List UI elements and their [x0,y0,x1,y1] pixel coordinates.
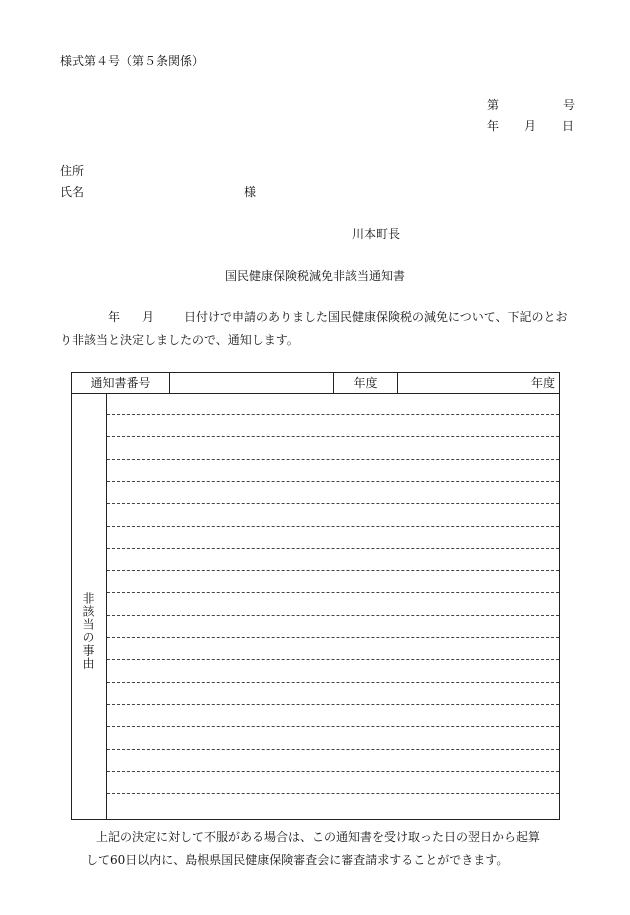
appeal-note-line2: して60日以内に、島根県国民健康保険審査会に審査請求することができます。 [86,853,509,867]
issuer: 川本町長 [352,227,401,241]
writing-line [107,793,559,794]
date-day: 日 [562,119,575,133]
writing-line [107,436,559,437]
fiscal-year-field[interactable]: 年度 [530,376,555,390]
notice-no-suffix: 号 [563,98,576,112]
body-text-line2: り非該当と決定しましたので、通知します。 [60,333,299,347]
writing-line [107,503,559,504]
writing-line [107,570,559,571]
fiscal-year-label: 年度 [334,373,398,393]
notice-no-prefix: 第 [487,98,500,112]
body-year: 年 [108,310,121,324]
writing-line [107,749,559,750]
body-text-line1 [60,308,568,325]
writing-line [107,526,559,527]
writing-line [107,548,559,549]
writing-line [107,726,559,727]
honorific: 様 [244,185,257,199]
reason-label: 非該当の事由 [81,592,95,670]
writing-line [107,659,559,660]
writing-line [107,682,559,683]
writing-line [107,615,559,616]
reason-writing-area[interactable] [107,394,559,819]
writing-line [107,481,559,482]
address-label: 住所 [60,164,85,178]
document-title: 国民健康保険税減免非該当通知書 [224,269,405,283]
name-label: 氏名 [60,185,85,199]
writing-line [107,637,559,638]
body-month: 月 [142,310,155,324]
body-text: 日付けで申請のありました国民健康保険税の減免について、下記のとお [184,310,568,324]
date-year: 年 [487,119,500,133]
appeal-note-line1: 上記の決定に対して不服がある場合は、この通知書を受け取った日の翌日から起算 [96,830,541,844]
date-month: 月 [524,119,537,133]
writing-line [107,704,559,705]
writing-line [107,592,559,593]
notice-number-field[interactable] [170,373,334,393]
notice-number-label: 通知書番号 [72,373,170,393]
reason-label-column [72,394,107,819]
writing-line [107,771,559,772]
notice-table [71,372,560,820]
form-number: 様式第４号（第５条関係） [60,54,205,68]
writing-line [107,414,559,415]
writing-line [107,459,559,460]
table-header-row [72,373,559,394]
